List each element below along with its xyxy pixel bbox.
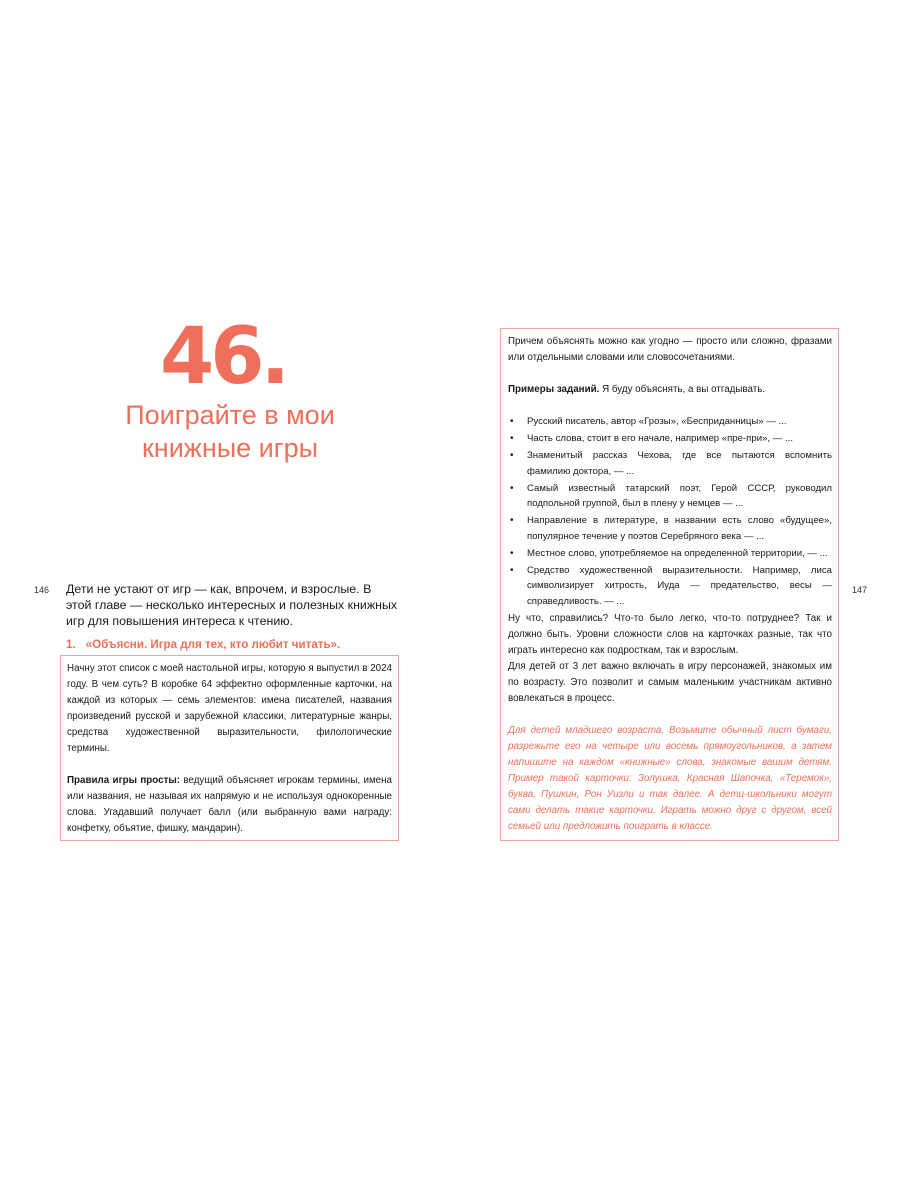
game-description-paragraph: Начну этот список с моей настольной игры, которую я выпустил в 2024 году. В чем суть? В коробке 64 эффектно оформленные карточки, на каждой из которых — семь элементов: имена писателей, названия произведений русской и зарубежной классики, литературные жанры, средства художественной выразительности, филологические термины. xyxy=(67,663,392,754)
chapter-title: Поиграйте в мои книжные игры xyxy=(125,400,335,463)
examples-label: Примеры заданий. xyxy=(508,384,600,395)
page-number-right: 147 xyxy=(852,585,868,595)
list-item: • Русский писатель, автор «Грозы», «Бесприданницы» — ... xyxy=(508,414,832,430)
examples-box xyxy=(500,328,839,841)
rules-label: Правила игры просты: xyxy=(67,775,181,786)
examples-text: Я буду объяснять, а вы отгадывать. xyxy=(599,384,766,395)
rules-paragraph xyxy=(67,773,392,837)
list-item: • Знаменитый рассказ Чехова, где все пытаются вспомнить фамилию доктора, — ... xyxy=(508,448,832,479)
list-item: • Самый известный татарский поэт, Герой СССР, руководил подпольной группой, был в плену у немцев — ... xyxy=(508,481,832,512)
tip-paragraph: Для детей младшего возраста. Возьмите обычный лист бумаги, разрежьте его на четыре или восемь прямоугольников, а затем напишите на каждом «книжные» слова, знакомые вашим детям. Пример такой карточки: Золушка, Красная Шапочка, «Теремок», буква, Пушкин, Рон Уизли и так далее. А дети-школьники могут сами делать такие карточки. Играть можно друг с другом, всей семьей или предложить поиграть в классе. xyxy=(508,724,832,832)
check-paragraph: Ну что, справились? Что-то было легко, что-то потруднее? Так и должно быть. Уровни сложности слов на карточках разные, так что играть интересно как подросткам, так и взрослым. xyxy=(508,612,832,656)
intro-paragraph: Дети не устают от игр — как, впрочем, и взрослые. В этой главе — несколько интересных и полезных книжных игр для повышения интереса к чтению. xyxy=(66,582,398,628)
examples-list xyxy=(508,414,832,609)
section-number: 1. xyxy=(66,638,76,651)
list-item: • Местное слово, употребляемое на определенной территории, — ... xyxy=(508,546,832,562)
list-item: • Направление в литературе, в названии есть слово «будущее», популярное течение у поэтов Серебряного века — ... xyxy=(508,513,832,544)
section-heading xyxy=(66,637,398,653)
list-item: • Средство художественной выразительности. Например, лиса символизирует хитрость, Иуда — предательство, весы — справедливость. — ... xyxy=(508,563,832,610)
kids-paragraph: Для детей от 3 лет важно включать в игру персонажей, знакомых им по возрасту. Это позволит и самым маленьким участникам активно вовлекаться в процесс. xyxy=(508,660,832,704)
rules-text: ведущий объясняет игрокам термины, имена или названия, не называя их напрямую и не используя однокоренные слова. Угадавший получает балл (или выбранную вами награду: конфетку, объятие, фишку, мандарин). xyxy=(67,775,392,834)
game-description-box xyxy=(60,655,399,841)
list-item: • Часть слова, стоит в его начале, например «пре-при», — ... xyxy=(508,431,832,447)
examples-paragraph xyxy=(508,382,832,398)
opening-paragraph: Причем объяснять можно как угодно — просто или сложно, фразами или отдельными словами или словосочетаниями. xyxy=(508,336,832,363)
section-title: «Объясни. Игра для тех, кто любит читать». xyxy=(85,638,341,651)
page-number-left: 146 xyxy=(34,585,50,595)
chapter-number: 46. xyxy=(160,312,287,402)
